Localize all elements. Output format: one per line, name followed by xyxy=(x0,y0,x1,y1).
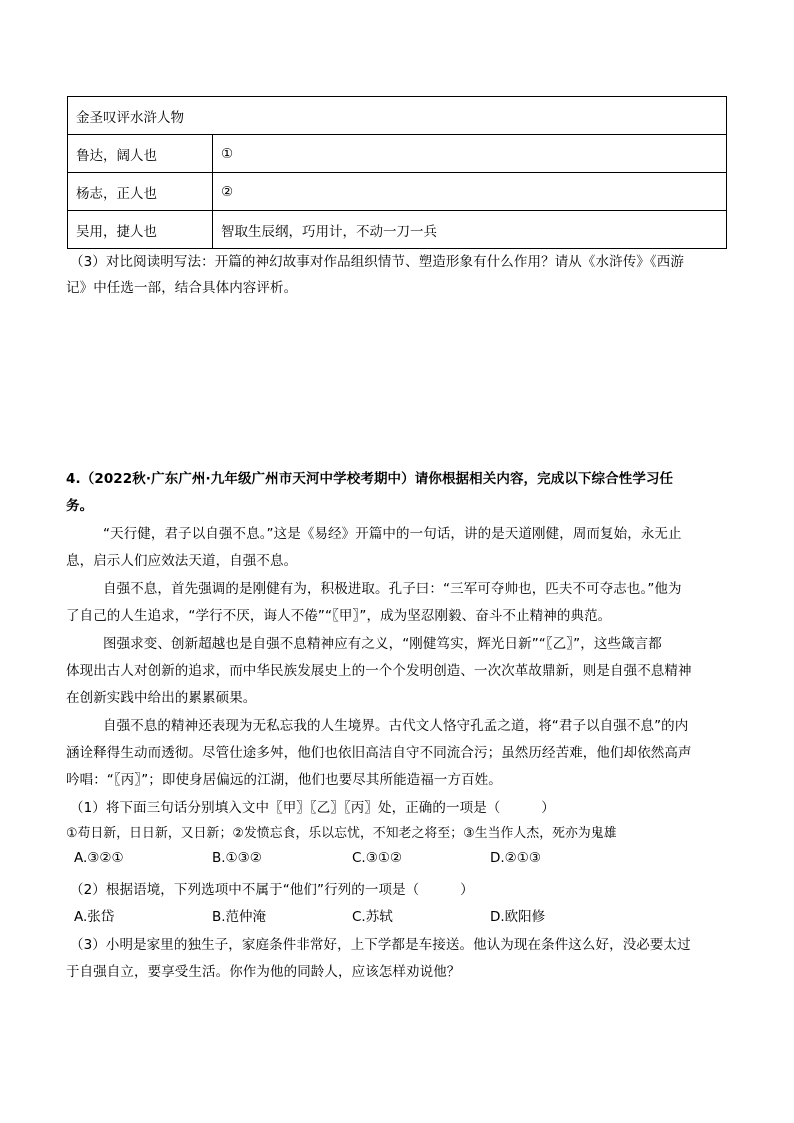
table-cell-name: 杨志，正人也 xyxy=(68,173,213,211)
q4-title-line-1: 4.（2022秋·广东广州·九年级广州市天河中学校考期中）请你根据相关内容，完成以下综合性学习任 xyxy=(66,471,674,487)
table-row xyxy=(68,211,727,249)
paragraph-line: 在创新实践中给出的累累硕果。 xyxy=(66,690,257,706)
table-cell-name: 吴用，捷人也 xyxy=(68,211,213,249)
sub2-option-a[interactable]: A.张岱 xyxy=(74,909,115,925)
sub2-option-c[interactable]: C.苏轼 xyxy=(352,909,393,925)
q3-line-2: 记》中任选一部，结合具体内容评析。 xyxy=(66,280,298,296)
paragraph-line: “天行健，君子以自强不息。”这是《易经》开篇中的一句话，讲的是天道刚健，周而复始，永无止 xyxy=(103,526,682,542)
paragraph-line: 了自己的人生追求，“学行不厌，诲人不倦”“〖甲〗”，成为坚忍刚毅、奋斗不止精神的典范。 xyxy=(66,608,612,624)
paragraph-line: 自强不息，首先强调的是刚健有为，积极进取。孔子曰：“三军可夺帅也，匹夫不可夺志也。”他为 xyxy=(103,581,682,597)
sub2-question: （2）根据语境，下列选项中不属于“他们”行列的一项是（ ） xyxy=(70,882,474,898)
sub1-sentences: ①苟日新，日日新，又日新；②发愤忘食，乐以忘忧，不知老之将至；③生当作人杰，死亦为鬼雄 xyxy=(66,826,617,841)
sub2-option-d[interactable]: D.欧阳修 xyxy=(490,909,546,925)
table-cell-value: ② xyxy=(213,173,727,211)
paragraph-line: 自强不息的精神还表现为无私忘我的人生境界。古代文人恪守孔孟之道，将“君子以自强不息”的内 xyxy=(103,718,689,734)
sub1-option-a[interactable]: A.③②① xyxy=(74,850,124,866)
sub1-option-b[interactable]: B.①③② xyxy=(212,850,262,866)
table-row xyxy=(68,135,727,173)
character-table xyxy=(67,96,727,249)
sub3-line-2: 于自强自立，要享受生活。你作为他的同龄人，应该怎样劝说他？ xyxy=(66,964,461,980)
table-row xyxy=(68,173,727,211)
sub2-option-b[interactable]: B.范仲淹 xyxy=(212,909,267,925)
sub1-option-d[interactable]: D.②①③ xyxy=(490,850,541,866)
paragraph-line: 图强求变、创新超越也是自强不息精神应有之义，“刚健笃实，辉光日新”“〖乙〗”，这些箴言都 xyxy=(103,636,662,652)
table-cell-name: 鲁达，阔人也 xyxy=(68,135,213,173)
paragraph-line: 息，启示人们应效法天道，自强不息。 xyxy=(66,553,298,569)
table-header-row xyxy=(68,97,727,135)
paragraph-line: 吟唱：“〖丙〗”；即使身居偏远的江湖，他们也要尽其所能造福一方百姓。 xyxy=(66,772,502,788)
table-cell-value: 智取生辰纲，巧用计，不动一刀一兵 xyxy=(213,211,727,249)
paragraph-line: 涵诠释得生动而透彻。尽管仕途多舛，他们也依旧高洁自守不同流合污；虽然历经苦难，他们却依然高声 xyxy=(66,745,692,761)
sub3-line-1: （3）小明是家里的独生子，家庭条件非常好，上下学都是车接送。他认为现在条件这么好，没必要太过 xyxy=(70,937,691,953)
q4-title-line-2: 务。 xyxy=(66,498,94,514)
table-cell-value: ① xyxy=(213,135,727,173)
paragraph-line: 体现出古人对创新的追求，而中华民族发展史上的一个个发明创造、一次次革故鼎新，则是自强不息精神 xyxy=(66,663,692,679)
q3-line-1: （3）对比阅读明写法：开篇的神幻故事对作品组织情节、塑造形象有什么作用？请从《水浒传》《西游 xyxy=(70,254,684,270)
sub1-question: （1）将下面三句话分别填入文中〖甲〗〖乙〗〖丙〗处，正确的一项是（ ） xyxy=(70,800,555,816)
sub1-option-c[interactable]: C.③①② xyxy=(352,850,403,866)
table-header: 金圣叹评水浒人物 xyxy=(68,97,727,135)
